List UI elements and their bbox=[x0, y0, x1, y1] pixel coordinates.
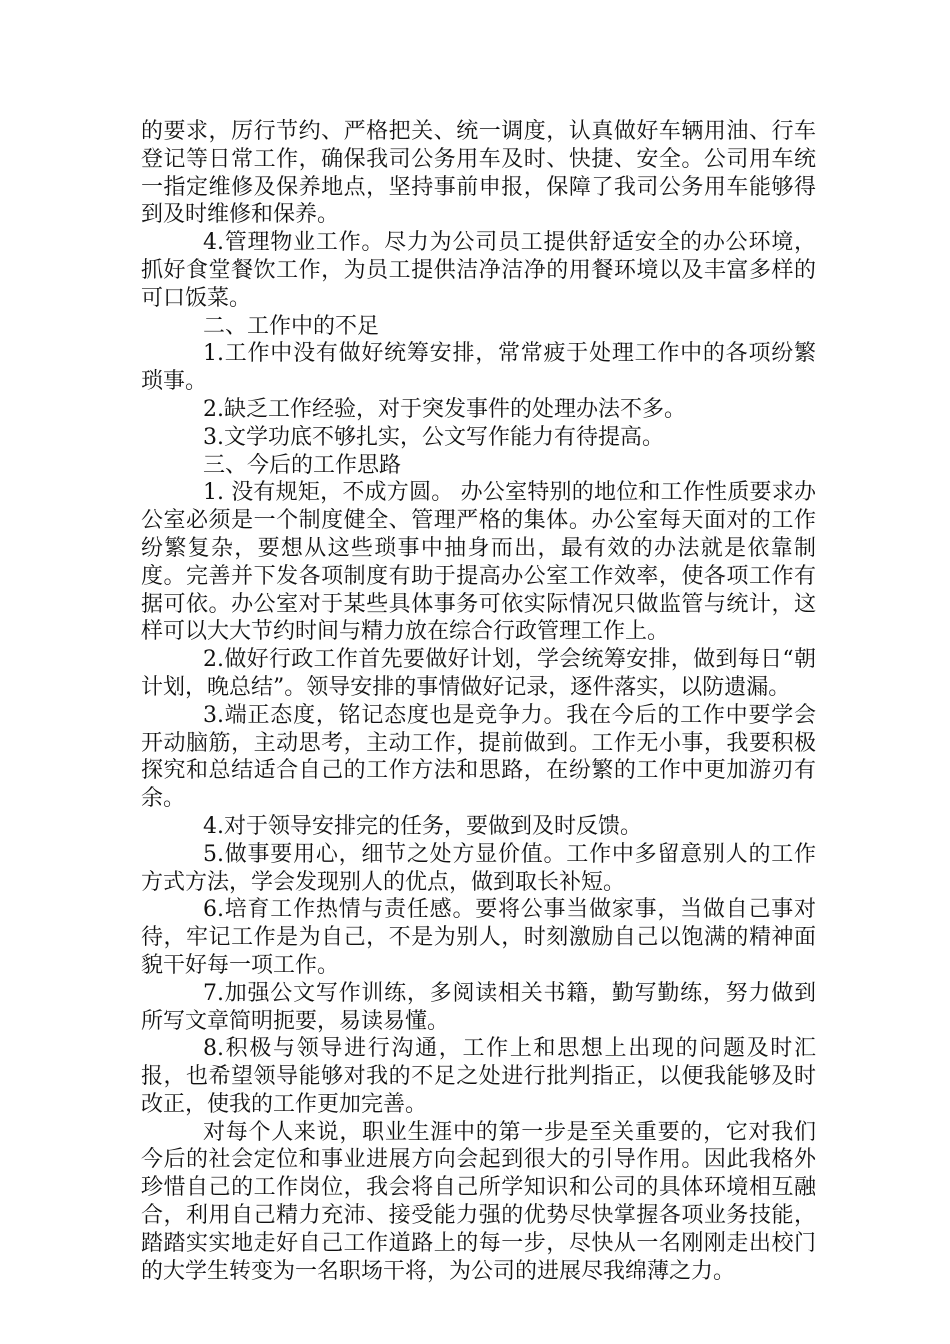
plan-item-3: 3.端正态度，铭记态度也是竞争力。我在今后的工作中要学会开动脑筋，主动思考，主动工作，提前做到。工作无小事，我要积极探究和总结适合自己的工作方法和思路，在纷繁的工作中更加游刃有余。 bbox=[141, 702, 816, 812]
paragraph-vehicle-management: 的要求，厉行节约、严格把关、统一调度，认真做好车辆用油、行车登记等日常工作，确保我司公务用车及时、快捷、安全。公司用车统一指定维修及保养地点，坚持事前申报，保障了我司公务用车能够得到及时维修和保养。 bbox=[141, 119, 816, 228]
plan-item-4: 4.对于领导安排完的任务，要做到及时反馈。 bbox=[203, 813, 642, 839]
plan-item-1: 1. 没有规矩，不成方圆。 办公室特别的地位和工作性质要求办公室必须是一个制度健全、管理严格的集体。办公室每天面对的工作纷繁复杂，要想从这些琐事中抽身而出，最有效的办法就是依靠制度。完善并下发各项制度有助于提高办公室工作效率，使各项工作有据可依。办公室对于某些具体事务可依实际情况只做监管与统计，这样可以大大节约时间与精力放在综合行政管理工作上。 bbox=[141, 480, 816, 645]
plan-item-2: 2.做好行政工作首先要做好计划，学会统筹安排，做到每日“朝计划，晚总结”。领导安排的事情做好记录，逐件落实，以防遗漏。 bbox=[141, 647, 816, 700]
section-heading-shortcomings: 二、工作中的不足 bbox=[203, 313, 380, 339]
shortcoming-item-3: 3.文学功底不够扎实，公文写作能力有待提高。 bbox=[203, 424, 664, 450]
shortcoming-item-1: 1.工作中没有做好统筹安排，常常疲于处理工作中的各项纷繁琐事。 bbox=[141, 341, 816, 395]
plan-item-7: 7.加强公文写作训练，多阅读相关书籍，勤写勤练，努力做到所写文章简明扼要，易读易懂。 bbox=[141, 980, 816, 1034]
plan-item-6: 6.培育工作热情与责任感。要将公事当做家事，当做自己事对待，牢记工作是为自己，不是为别人，时刻激励自己以饱满的精神面貌干好每一项工作。 bbox=[141, 897, 816, 978]
paragraph-property-management: 4.管理物业工作。尽力为公司员工提供舒适安全的办公环境，抓好食堂餐饮工作，为员工提供洁净洁净的用餐环境以及丰富多样的可口饭菜。 bbox=[141, 230, 816, 311]
shortcoming-item-2: 2.缺乏工作经验，对于突发事件的处理办法不多。 bbox=[203, 396, 686, 422]
document-body bbox=[141, 118, 816, 1285]
paragraph-conclusion: 对每个人来说，职业生涯中的第一步是至关重要的，它对我们今后的社会定位和事业进展方向会起到很大的引导作用。因此我格外珍惜自己的工作岗位，我会将自己所学知识和公司的具体环境相互融合，利用自己精力充沛、接受能力强的优势尽快掌握各项业务技能，踏踏实实地走好自己工作道路上的每一步，尽快从一名刚刚走出校门的大学生转变为一名职场干将，为公司的进展尽我绵薄之力。 bbox=[141, 1119, 816, 1284]
plan-item-8: 8.积极与领导进行沟通，工作上和思想上出现的问题及时汇报，也希望领导能够对我的不足之处进行批判指正，以便我能够及时改正，使我的工作更加完善。 bbox=[141, 1036, 816, 1117]
plan-item-5: 5.做事要用心，细节之处方显价值。工作中多留意别人的工作方式方法，学会发现别人的优点，做到取长补短。 bbox=[141, 841, 816, 895]
section-heading-future-plans: 三、今后的工作思路 bbox=[203, 452, 402, 478]
